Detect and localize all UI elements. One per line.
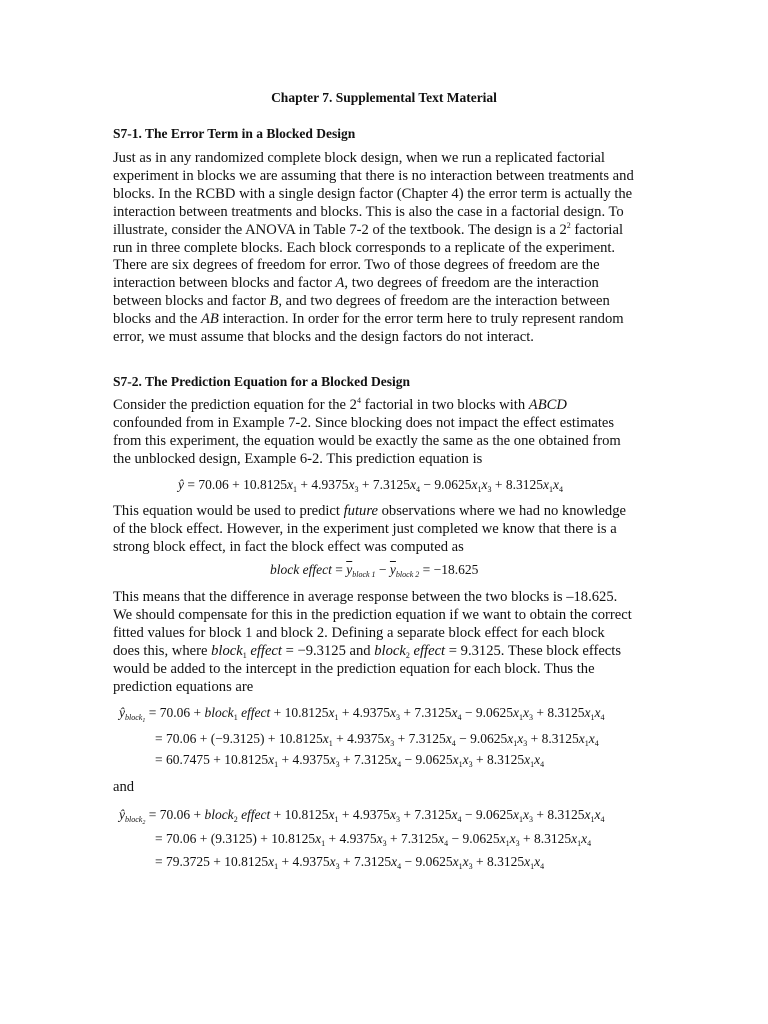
block1-equation-2: = $70.06 + (-9.3125) + 10.8125x_1 + 4.9375x_3 + 7.3125x_4 - 9.0625x_1x_3 + 8.3125x_1x_4$ bbox=[155, 731, 599, 748]
text-line: experiment in blocks we are assuming that there is no interaction between treatments and bbox=[113, 167, 634, 184]
section-heading-s7-1: S7-1. The Error Term in a Blocked Design bbox=[113, 126, 356, 141]
text-line: There are six degrees of freedom for error. Two of those degrees of freedom are the bbox=[113, 257, 600, 274]
paragraph-prediction-intro bbox=[113, 397, 658, 469]
text-line: and bbox=[113, 779, 135, 795]
text-line: fitted values for block 1 and block 2. Defining a separate block effect for each block bbox=[113, 624, 605, 641]
text-line: prediction equations are bbox=[113, 678, 254, 695]
text-line: We should compensate for this in the prediction equation if we want to obtain the correct bbox=[113, 606, 632, 623]
block2-equation-3: = $79.3725 + 10.8125x_1 + 4.9375x_3 + 7.3125x_4 - 9.0625x_1x_3 + 8.3125x_1x_4$ bbox=[155, 854, 545, 871]
text-line: between blocks and factor B, and two degrees of freedom are the interaction between bbox=[113, 293, 610, 310]
text-line: the unblocked design, Example 6-2. This prediction equation is bbox=[113, 450, 483, 467]
text-line: Consider the prediction equation for the $2^4$ factorial in two blocks with ABCD bbox=[113, 396, 567, 413]
prediction-equation: ŷ = $70.06 + 10.8125x_1 + 4.9375x_3 + 7.3125x_4 - 9.0625x_1x_3 + 8.3125x_1x_4$ bbox=[178, 477, 563, 494]
text-line: of the block effect. However, in the experiment just completed we know that there is a bbox=[113, 520, 617, 537]
paragraph-block-compensation bbox=[113, 589, 658, 696]
text-line: from this experiment, the equation would be exactly the same as the one obtained from bbox=[113, 432, 621, 449]
section-heading-s7-2: S7-2. The Prediction Equation for a Blocked Design bbox=[113, 374, 411, 389]
text-line: does this, where block$_1$ effect = −9.3125 and block$_2$ effect = 9.3125. These block effects bbox=[113, 642, 622, 660]
text-line: blocks and the AB interaction. In order for the error term here to truly represent random bbox=[113, 311, 624, 328]
chapter-title: Chapter 7. Supplemental Text Material bbox=[271, 90, 497, 105]
text-line: run in three complete blocks. Each block corresponds to a replicate of the experiment. bbox=[113, 239, 616, 256]
text-line: blocks. In the RCBD with a single design factor (Chapter 4) the error term is actually the bbox=[113, 185, 633, 202]
text-line: error, we must assume that blocks and the design factors do not interact. bbox=[113, 329, 534, 346]
paragraph-future-observations bbox=[113, 503, 658, 557]
text-line: would be added to the intercept in the prediction equation for each block. Thus the bbox=[113, 660, 595, 677]
text-line: interaction between blocks and factor A, two degrees of freedom are the interaction bbox=[113, 275, 599, 292]
connector-and bbox=[113, 779, 658, 797]
text-line: Just as in any randomized complete block design, when we run a replicated factorial bbox=[113, 150, 605, 166]
paragraph-error-term bbox=[113, 150, 658, 347]
text-line: confounded from in Example 7-2. Since blocking does not impact the effect estimates bbox=[113, 414, 615, 431]
block2-equation-2: = $70.06 + (9.3125) + 10.8125x_1 + 4.9375x_3 + 7.3125x_4 - 9.0625x_1x_3 + 8.3125x_1x_4$ bbox=[155, 831, 592, 848]
text-line: illustrate, consider the ANOVA in Table 7-2 of the textbook. The design is a $2^2$ factorial bbox=[113, 220, 624, 238]
text-line: strong block effect, in fact the block effect was computed as bbox=[113, 538, 464, 555]
block1-equation-1: $ŷ_{block_1} = 70.06$ + block$_1$ effect + $10.8125x_1 + 4.9375x_3 + 7.3125x_4 - 9.0625x_1x_3 + 8.3125x_1x_4$ bbox=[119, 705, 605, 724]
text-line: This means that the difference in average response between the two blocks is –18.625. bbox=[113, 589, 618, 605]
block1-equation-3: = $60.7475 + 10.8125x_1 + 4.9375x_3 + 7.3125x_4 - 9.0625x_1x_3 + 8.3125x_1x_4$ bbox=[155, 752, 545, 769]
text-line: interaction between treatments and blocks. This is also the case in a factorial design. To bbox=[113, 203, 624, 220]
block2-equation-1: $ŷ_{block_2} = 70.06$ + block$_2$ effect + $10.8125x_1 + 4.9375x_3 + 7.3125x_4 - 9.0625x_1x_3 + 8.3125x_1x_4$ bbox=[119, 807, 605, 826]
block-effect-equation: block effect = $\overline{y}_{block 1} - \overline{y}_{block 2} = -18.625$ bbox=[270, 562, 479, 579]
text-line: This equation would be used to predict future observations where we had no knowledge bbox=[113, 503, 626, 519]
